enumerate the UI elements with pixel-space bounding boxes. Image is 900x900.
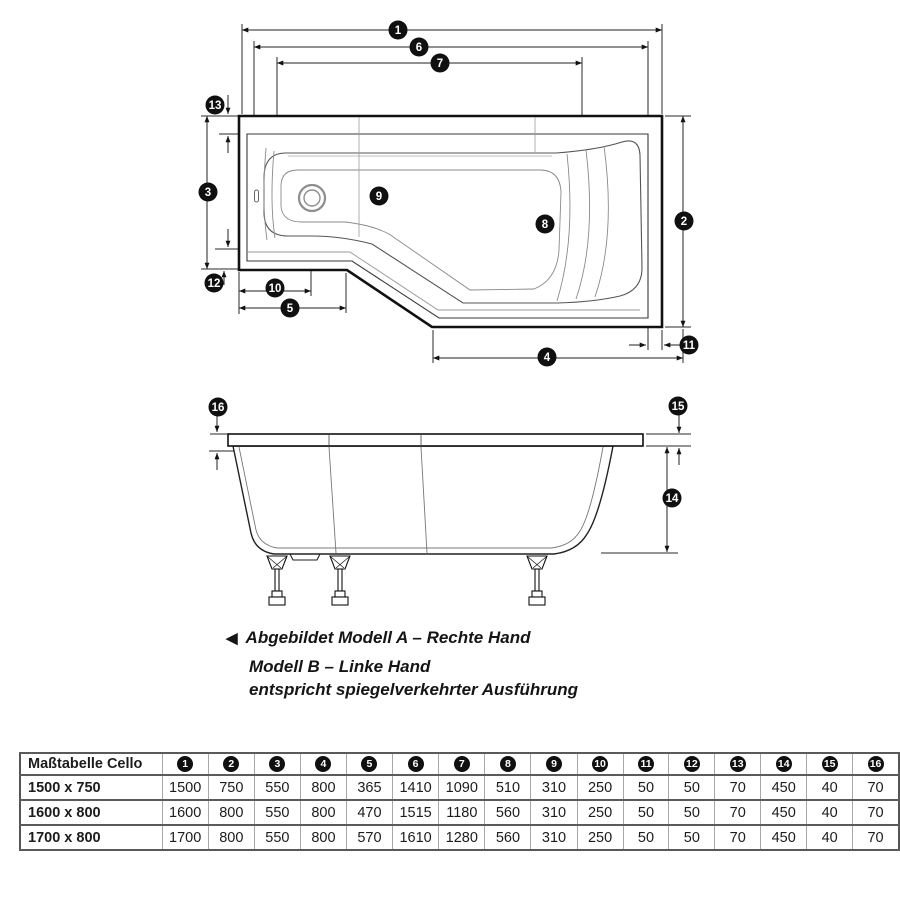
dimension-value-cell: 1280 <box>439 825 485 850</box>
dimension-value-cell: 470 <box>346 800 392 825</box>
marker-6-badge <box>410 38 429 57</box>
dimension-value-cell: 50 <box>669 800 715 825</box>
dimension-value-cell: 750 <box>208 775 254 800</box>
dimension-value-cell: 1610 <box>392 825 438 850</box>
svg-text:12: 12 <box>207 278 221 290</box>
overflow-slot-icon <box>255 190 259 202</box>
table-title: Maßtabelle Cello <box>20 753 162 775</box>
caption-model-b-line1: Modell B – Linke Hand <box>249 657 431 676</box>
marker-4-badge <box>538 348 557 367</box>
dimension-value-cell: 560 <box>485 825 531 850</box>
column-badge-3 <box>254 753 300 775</box>
circled-number-icon: 1 <box>177 756 193 772</box>
dimension-value-cell: 50 <box>623 775 669 800</box>
column-badge-13 <box>715 753 761 775</box>
tub-body-side <box>233 446 613 554</box>
circled-number-icon: 11 <box>638 756 654 772</box>
dimension-value-cell: 310 <box>531 825 577 850</box>
table-header-row <box>20 753 899 775</box>
circled-number-icon: 4 <box>315 756 331 772</box>
column-badge-11 <box>623 753 669 775</box>
marker-12-badge <box>205 274 224 293</box>
dimension-value-cell: 1500 <box>162 775 208 800</box>
dimension-value-cell: 1515 <box>392 800 438 825</box>
column-badge-4 <box>300 753 346 775</box>
dimension-value-cell: 365 <box>346 775 392 800</box>
dimension-value-cell: 1090 <box>439 775 485 800</box>
circled-number-icon: 10 <box>592 756 608 772</box>
svg-text:6: 6 <box>415 42 423 54</box>
circled-number-icon: 5 <box>361 756 377 772</box>
svg-text:4: 4 <box>543 352 551 364</box>
svg-text:9: 9 <box>375 191 383 203</box>
rim-side <box>228 434 643 446</box>
dimension-value-cell: 450 <box>761 800 807 825</box>
marker-10-badge <box>266 279 285 298</box>
dimension-value-cell: 1180 <box>439 800 485 825</box>
dimension-value-cell: 50 <box>669 825 715 850</box>
dimension-value-cell: 70 <box>853 775 899 800</box>
table-row <box>20 775 899 800</box>
dimension-value-cell: 800 <box>300 825 346 850</box>
dimension-value-cell: 250 <box>577 775 623 800</box>
circled-number-icon: 14 <box>776 756 792 772</box>
marker-15-badge <box>669 397 688 416</box>
left-pointer-icon: ◀ <box>226 629 238 647</box>
dimension-table <box>19 752 900 851</box>
dimension-value-cell: 510 <box>485 775 531 800</box>
dimension-value-cell: 1700 <box>162 825 208 850</box>
column-badge-12 <box>669 753 715 775</box>
column-badge-15 <box>807 753 853 775</box>
dimension-value-cell: 50 <box>669 775 715 800</box>
foot <box>330 556 350 605</box>
dimension-value-cell: 310 <box>531 775 577 800</box>
marker-5-badge <box>281 299 300 318</box>
dimension-value-cell: 310 <box>531 800 577 825</box>
circled-number-icon: 2 <box>223 756 239 772</box>
dimension-value-cell: 550 <box>254 775 300 800</box>
dimension-value-cell: 450 <box>761 825 807 850</box>
dimension-value-cell: 70 <box>853 825 899 850</box>
dimension-value-cell: 800 <box>300 800 346 825</box>
circled-number-icon: 13 <box>730 756 746 772</box>
column-badge-2 <box>208 753 254 775</box>
column-badge-16 <box>853 753 899 775</box>
svg-text:3: 3 <box>204 187 212 199</box>
circled-number-icon: 15 <box>822 756 838 772</box>
dimension-value-cell: 40 <box>807 825 853 850</box>
dimension-value-cell: 70 <box>853 800 899 825</box>
side-view <box>209 413 691 605</box>
dimension-value-cell: 70 <box>715 800 761 825</box>
marker-14-badge <box>663 489 682 508</box>
caption-model-a-text: Abgebildet Modell A – Rechte Hand <box>245 628 531 647</box>
svg-text:16: 16 <box>211 402 225 414</box>
dimension-value-cell: 550 <box>254 825 300 850</box>
dimension-value-cell: 40 <box>807 775 853 800</box>
circled-number-icon: 12 <box>684 756 700 772</box>
svg-text:7: 7 <box>436 58 444 70</box>
foot <box>267 556 287 605</box>
circled-number-icon: 9 <box>546 756 562 772</box>
dimension-value-cell: 50 <box>623 825 669 850</box>
circled-number-icon: 3 <box>269 756 285 772</box>
caption-model-a <box>226 628 530 648</box>
marker-9-badge <box>370 187 389 206</box>
circled-number-icon: 8 <box>500 756 516 772</box>
dimension-value-cell: 40 <box>807 800 853 825</box>
column-badge-5 <box>346 753 392 775</box>
dimension-value-cell: 450 <box>761 775 807 800</box>
column-badge-7 <box>439 753 485 775</box>
marker-2-badge <box>675 212 694 231</box>
svg-text:2: 2 <box>680 216 688 228</box>
size-row-label: 1600 x 800 <box>20 800 162 825</box>
foot <box>527 556 547 605</box>
svg-text:10: 10 <box>268 283 282 295</box>
dimension-value-cell: 560 <box>485 800 531 825</box>
marker-3-badge <box>199 183 218 202</box>
dimension-value-cell: 250 <box>577 825 623 850</box>
circled-number-icon: 16 <box>868 756 884 772</box>
dimension-value-cell: 70 <box>715 825 761 850</box>
caption-model-b-line2: entspricht spiegelverkehrter Ausführung <box>249 680 579 699</box>
bottom-notch <box>290 554 320 560</box>
marker-7-badge <box>431 54 450 73</box>
dimension-value-cell: 1410 <box>392 775 438 800</box>
svg-text:8: 8 <box>541 219 549 231</box>
dimension-value-cell: 550 <box>254 800 300 825</box>
marker-8-badge <box>536 215 555 234</box>
column-badge-8 <box>485 753 531 775</box>
dimension-value-cell: 1600 <box>162 800 208 825</box>
adjustable-feet <box>267 556 547 605</box>
marker-13-badge <box>206 96 225 115</box>
circled-number-icon: 7 <box>454 756 470 772</box>
svg-text:11: 11 <box>682 340 696 352</box>
column-badge-1 <box>162 753 208 775</box>
marker-1-badge <box>389 21 408 40</box>
dimension-value-cell: 250 <box>577 800 623 825</box>
marker-11-badge <box>680 336 699 355</box>
column-badge-10 <box>577 753 623 775</box>
top-view <box>201 24 691 363</box>
dimension-value-cell: 800 <box>208 825 254 850</box>
dimension-value-cell: 800 <box>300 775 346 800</box>
svg-text:15: 15 <box>671 401 685 413</box>
size-row-label: 1500 x 750 <box>20 775 162 800</box>
svg-text:14: 14 <box>665 493 679 505</box>
dimension-value-cell: 570 <box>346 825 392 850</box>
table-row <box>20 825 899 850</box>
table-row <box>20 800 899 825</box>
column-badge-14 <box>761 753 807 775</box>
circled-number-icon: 6 <box>408 756 424 772</box>
svg-text:5: 5 <box>286 303 294 315</box>
column-badge-6 <box>392 753 438 775</box>
dimension-value-cell: 50 <box>623 800 669 825</box>
marker-16-badge <box>209 398 228 417</box>
svg-text:1: 1 <box>394 25 402 37</box>
size-row-label: 1700 x 800 <box>20 825 162 850</box>
column-badge-9 <box>531 753 577 775</box>
dimension-value-cell: 800 <box>208 800 254 825</box>
dimension-value-cell: 70 <box>715 775 761 800</box>
svg-text:13: 13 <box>208 100 222 112</box>
